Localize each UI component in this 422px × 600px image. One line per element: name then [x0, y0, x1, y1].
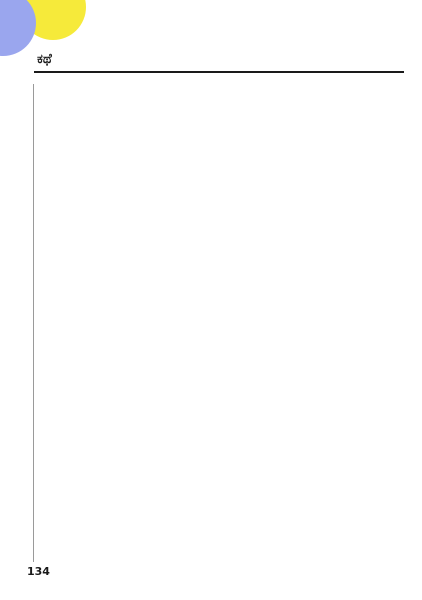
gutter-line	[33, 84, 34, 562]
decorative-blue-circle	[0, 0, 36, 56]
story-text-column	[47, 84, 402, 562]
section-tag: ಕಥೆ	[37, 52, 52, 67]
header-rule	[34, 71, 404, 73]
page-number: 134	[27, 565, 50, 578]
